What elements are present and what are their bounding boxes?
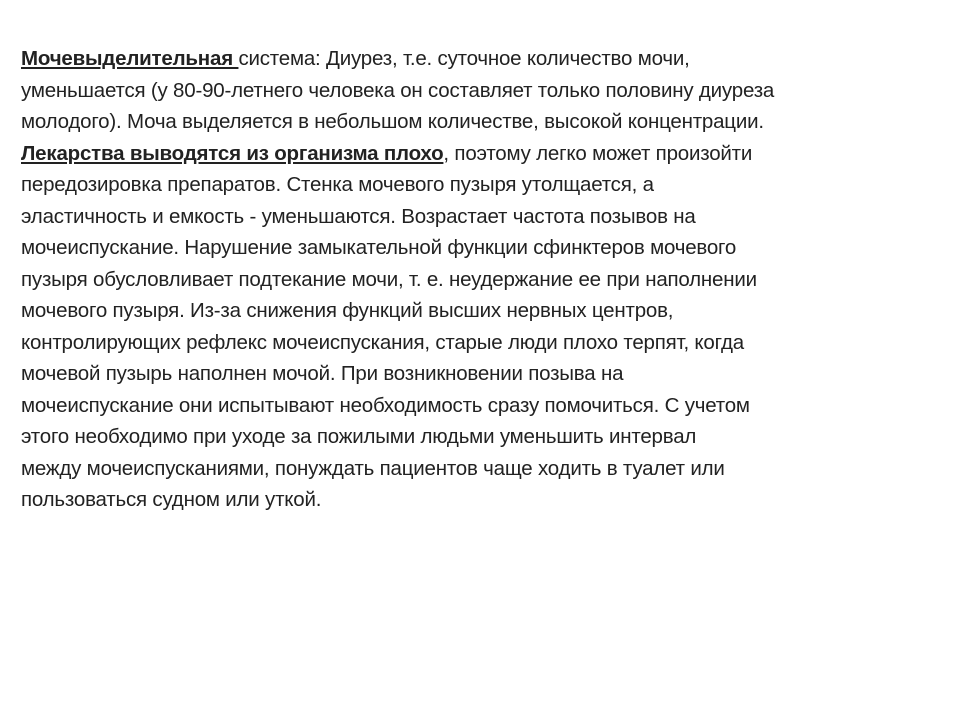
text-line-14: между мочеиспусканиями, понуждать пациентов чаще ходить в туалет или [21, 456, 725, 480]
text-line-6: эластичность и емкость - уменьшаются. Возрастает частота позывов на [21, 204, 696, 228]
heading-term: Мочевыделительная [21, 47, 239, 70]
text-line-8: пузыря обусловливает подтекание мочи, т. е. неудержание ее при наполнении [21, 267, 757, 291]
text-line-5: передозировка препаратов. Стенка мочевого пузыря утолщается, а [21, 173, 654, 196]
text-line-13: этого необходимо при уходе за пожилыми людьми уменьшить интервал [21, 425, 697, 448]
text-line-3: молодого). Моча выделяется в небольшом количестве, высокой концентрации. [21, 110, 764, 133]
text-line-7: мочеиспускание. Нарушение замыкательной функции сфинктеров мочевого [21, 236, 737, 259]
text-line-9: мочевого пузыря. Из-за снижения функций высших нервных центров, [21, 299, 674, 322]
text-line-15: пользоваться судном или уткой. [21, 488, 322, 511]
text-line-1-rest: система: Диурез, т.е. суточное количество мочи, [238, 47, 690, 70]
text-line-10: контролирующих рефлекс мочеиспускания, старые люди плохо терпят, когда [21, 330, 744, 354]
text-line-12: мочеиспускание они испытывают необходимость сразу помочиться. С учетом [21, 393, 750, 417]
body-text [21, 43, 951, 516]
emphasis-phrase: Лекарства выводятся из организма плохо [21, 141, 444, 165]
text-line-11: мочевой пузырь наполнен мочой. При возникновении позыва на [21, 362, 624, 385]
text-line-4-rest: , поэтому легко может произойти [443, 141, 753, 165]
text-line-2: уменьшается (у 80-90-летнего человека он составляет только половину диуреза [21, 78, 775, 102]
